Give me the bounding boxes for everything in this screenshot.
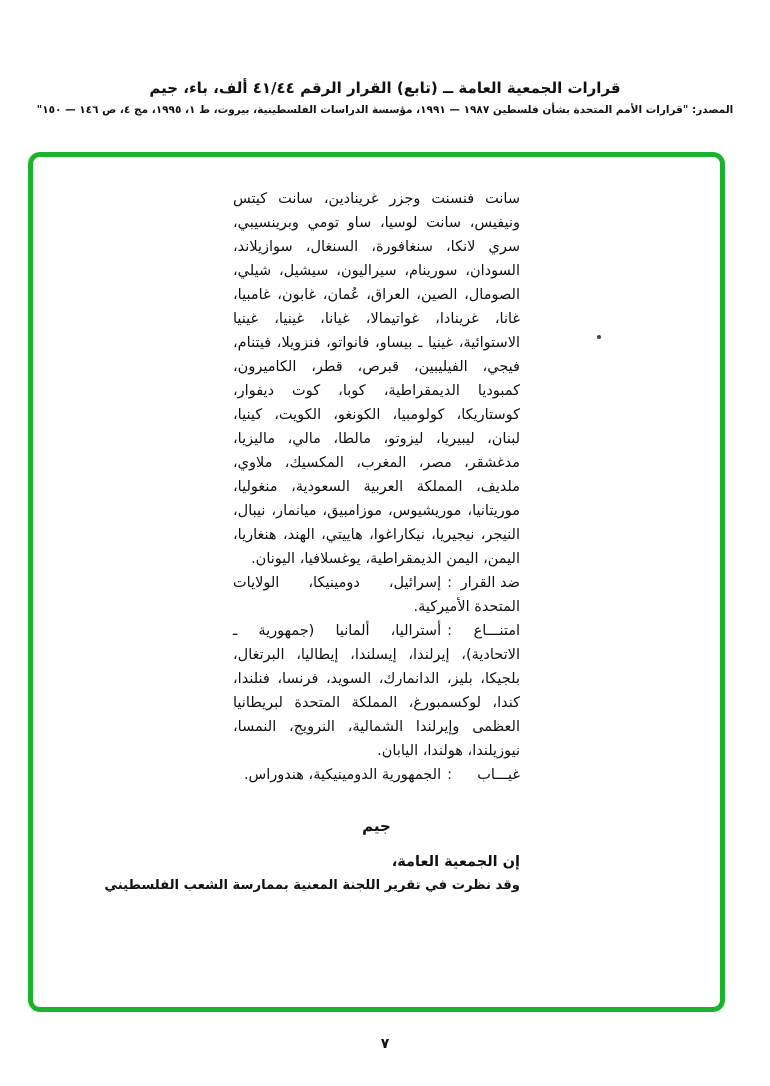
vote-absent-text: الجمهورية الدومينيكية، هندوراس. [243, 767, 442, 783]
section-heading-jeem: جيم [362, 817, 391, 835]
vote-against-colon: : [447, 575, 452, 591]
vote-abstain-label: امتنـــاع [473, 623, 520, 639]
source-citation-line: المصدر: "قرارات الأمم المتحدة بشأن فلسطين ١٩٨٧ — ١٩٩١، مؤسسة الدراسات الفلسطينية، بيروت، ط ١، ١٩٩٥، مج ٤، ص ١٤٦ — ١٥٠" [36, 104, 734, 116]
vote-against-text: إسرائيل، دومينيكا، الولايات المتحدة الأميركية. [233, 575, 520, 615]
preamble-continuation-line: وقد نظرت في تقرير اللجنة المعنية بممارسة الشعب الفلسطيني [104, 878, 520, 893]
country-list-paragraph: سانت فنسنت وجزر غرينادين، سانت كيتس ونيفيس، سانت لوسيا، ساو تومي وبرينسيبي، سري لانكا، سنغافورة، السنغال، سوازيلاند، السودان، سورينام، سيراليون، سيشيل، شيلي، الصومال، الصين، العراق، عُمان، غابون، غامبيا، غانا، غرينادا، غواتيمالا، غيانا، غينيا، غينيا الاستوائية، غينيا ـ بيساو، فانواتو، فنزويلا، فيتنام، فيجي، الفيليبين، قبرص، قطر، الكاميرون، كمبوديا الديمقراطية، كوبا، كوت ديفوار، كوستاريكا، كولومبيا، الكونغو، الكويت، كينيا، لبنان، ليبيريا، ليزوتو، مالطا، مالي، ماليزيا، مدغشقر، مصر، المغرب، المكسيك، ملاوي، ملديف، المملكة العربية السعودية، منغوليا، موريتانيا، موريشيوس، موزامبيق، ميانمار، نيبال، النيجر، نيجيريا، نيكاراغوا، هاييتي، الهند، هنغاريا، اليمن، اليمن الديمقراطية، يوغسلافيا، اليونان. [233, 191, 520, 567]
page-title: قرارات الجمعية العامة ــ (تابع) القرار الرقم ٤١/٤٤ ألف، باء، جيم [149, 79, 621, 97]
vote-against-label: ضد القرار [460, 575, 520, 591]
green-border-frame [28, 152, 725, 1012]
vote-against-row [233, 571, 520, 619]
vote-abstain-row [233, 619, 520, 763]
resolution-text-block [104, 187, 520, 898]
vote-absent-colon: : [447, 767, 452, 783]
vote-abstain-text: أستراليا، ألمانيا (جمهورية ـ الاتحادية)، إيرلندا، إيسلندا، إيطاليا، البرتغال، بلجيكا، بليز، الدانمارك، السويد، فرنسا، فنلندا، كندا، لوكسمبورغ، المملكة المتحدة لبريطانيا العظمى وإيرلندا الشمالية، النرويج، النمسا، نيوزيلندا، هولندا، اليابان. [233, 623, 520, 759]
scan-speck [597, 335, 601, 339]
preamble-opening-line: إن الجمعية العامة، [391, 854, 520, 870]
vote-absent-row [233, 763, 520, 787]
vote-absent-label: غيـــاب [477, 767, 520, 783]
page-number: ٧ [380, 1036, 390, 1052]
vote-abstain-colon: : [447, 623, 452, 639]
